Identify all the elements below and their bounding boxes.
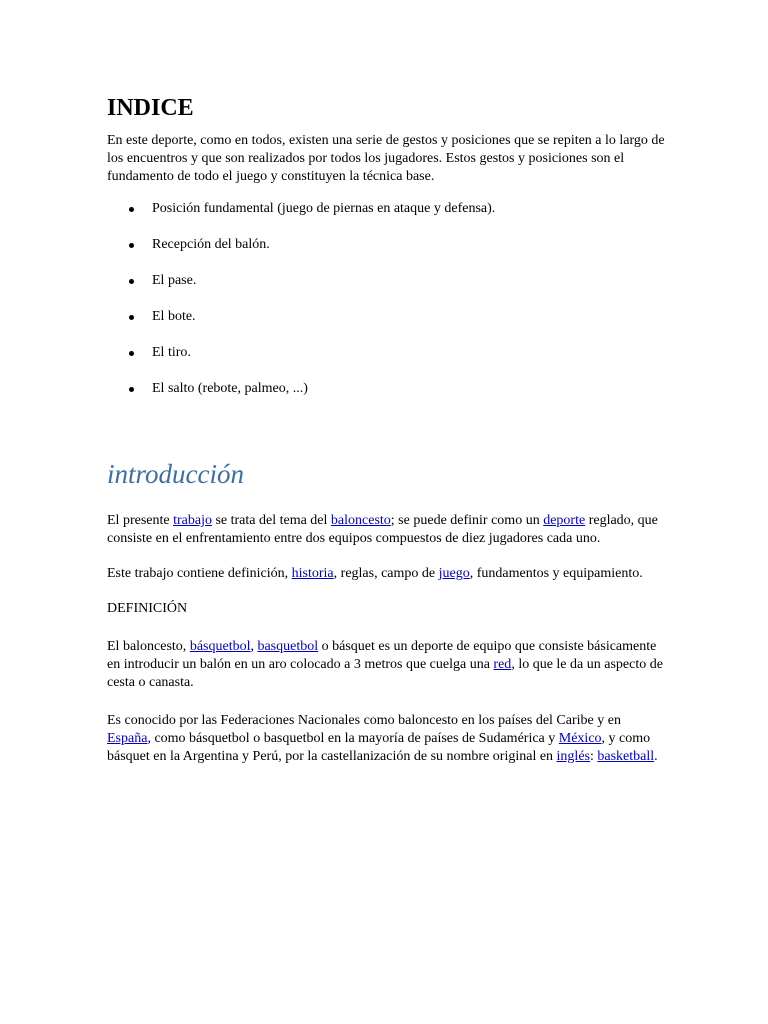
text-run: , reglas, campo de [333,566,439,581]
text-run: Es conocido por las Federaciones Nacionales como baloncesto en los países del Caribe y en [107,713,621,728]
link-juego[interactable]: juego [438,566,470,581]
text-run: o básquet es un deporte de equipo que consiste básicamente en introducir un balón en un aro colocado a 3 metros que cuelga una [107,639,657,672]
bullet-icon [129,315,134,320]
topics-list [107,200,667,398]
text-run: ; se puede definir como un [390,513,544,528]
indice-intro: En este deporte, como en todos, existen una serie de gestos y posiciones que se repiten a lo largo de los encuentros y que son realizados por todos los jugadores. Estos gestos y posiciones son el fundamento de todo el juego y constituyen la técnica base. [107,133,665,184]
list-item [107,200,667,218]
list-item [107,344,667,362]
text-run: se trata del tema del [211,513,331,528]
link-basquetbol[interactable]: basquetbol [257,639,319,654]
text-run: , como básquetbol o basquetbol en la mayoría de países de Sudamérica y [147,731,559,746]
list-item-text: Recepción del balón. [152,237,270,252]
bullet-icon [129,279,134,284]
bullet-icon [129,207,134,212]
text-run: El baloncesto, [107,639,190,654]
link-baloncesto[interactable]: baloncesto [330,513,391,528]
bullet-icon [129,387,134,392]
list-item [107,272,667,290]
list-item [107,308,667,326]
list-item-text: El bote. [152,309,196,324]
text-run: : [590,749,598,764]
list-item-text: El tiro. [152,345,191,360]
text-run: Este trabajo contiene definición, [107,566,292,581]
link-basketball[interactable]: basketball [597,749,655,764]
text-run: , fundamentos y equipamiento. [469,566,643,581]
paragraph-federaciones [107,712,667,766]
link-ingles[interactable]: inglés [556,749,590,764]
list-item-text: El pase. [152,273,197,288]
list-item [107,380,667,398]
link-historia[interactable]: historia [291,566,334,581]
paragraph-contenido [107,565,667,583]
link-red[interactable]: red [493,657,512,672]
bullet-icon [129,243,134,248]
definicion-heading: DEFINICIÓN [107,601,188,616]
paragraph-definicion [107,638,667,692]
link-trabajo[interactable]: trabajo [173,513,212,528]
list-item [107,236,667,254]
link-basquetbol-accent[interactable]: básquetbol [189,639,251,654]
list-item-text: El salto (rebote, palmeo, ...) [152,381,308,396]
link-deporte[interactable]: deporte [543,513,586,528]
bullet-icon [129,351,134,356]
list-item-text: Posición fundamental (juego de piernas en ataque y defensa). [152,201,496,216]
document-page [107,94,667,786]
introduccion-title: introducción [107,459,244,489]
indice-title: INDICE [107,95,194,121]
text-run: El presente [107,513,174,528]
link-mexico[interactable]: México [558,731,602,746]
paragraph-presente [107,512,667,548]
text-run: , [250,639,258,654]
text-run: reglado, que consiste en el enfrentamiento entre dos equipos compuestos de diez jugadores cada uno. [107,513,658,546]
text-run: , y como básquet en la Argentina y Perú, por la castellanización de su nombre original en [107,731,651,764]
text-run: , lo que le da un aspecto de cesta o canasta. [107,657,663,690]
link-espana[interactable]: España [107,731,148,746]
text-run: . [654,749,658,764]
